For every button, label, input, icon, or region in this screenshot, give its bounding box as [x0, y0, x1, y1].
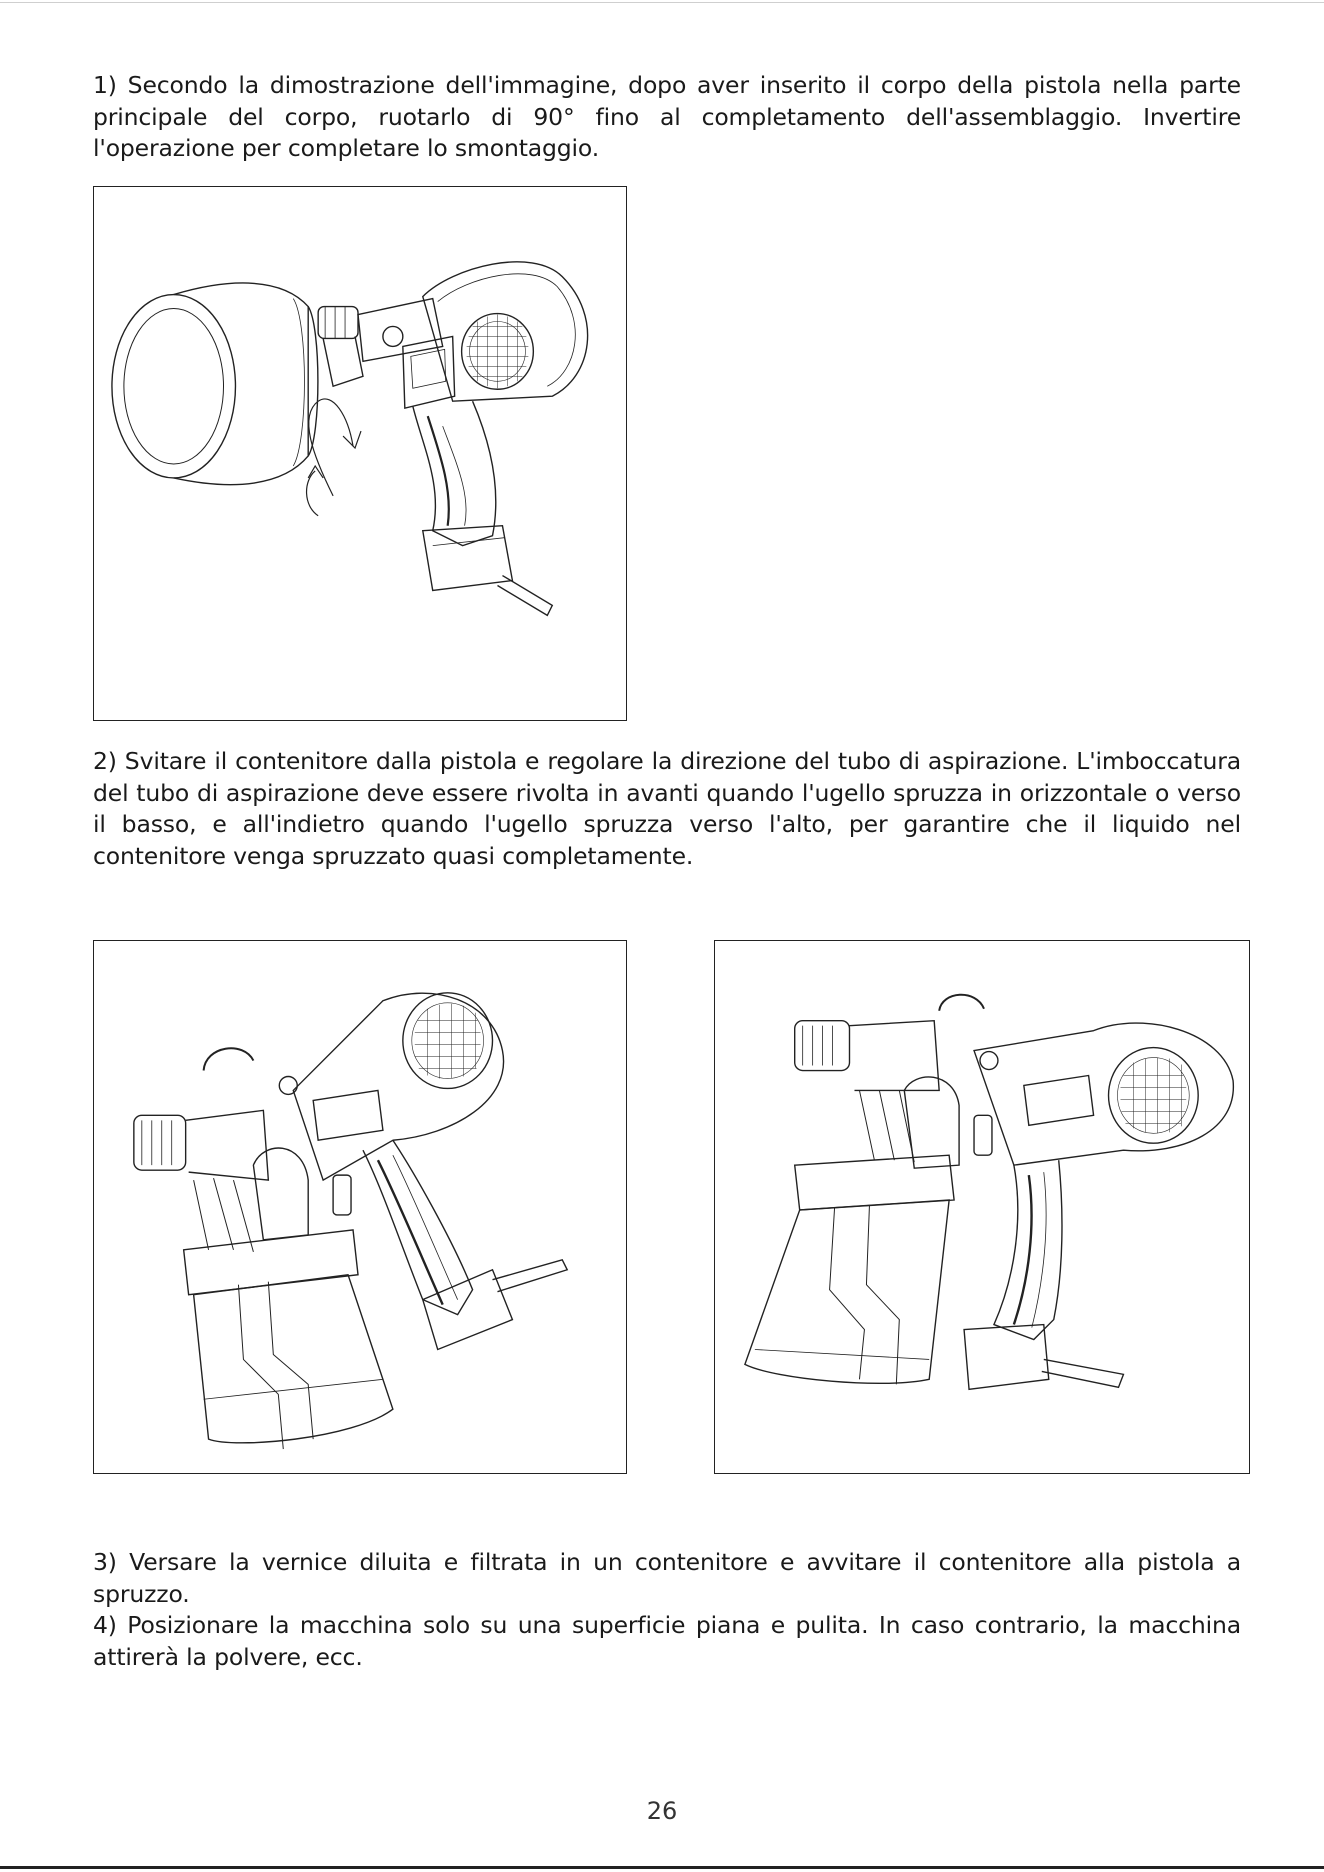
page-top-rule: [0, 2, 1324, 3]
spray-gun-drawing-right: [715, 941, 1249, 1473]
instruction-step-1: 1) Secondo la dimostrazione dell'immagine, dopo aver inserito il corpo della pistola nella parte principale del corpo, ruotarlo di 90° fino al completamento dell'assemblaggio. Invertire l'operazione per completare lo smontaggio.: [93, 71, 1241, 162]
spray-gun-assembly-drawing: [94, 187, 626, 720]
instruction-step-4: 4) Posizionare la macchina solo su una superficie piana e pulita. In caso contrario, la macchina attirerà la polvere, ecc.: [93, 1611, 1241, 1671]
instruction-step-2: 2) Svitare il contenitore dalla pistola e regolare la direzione del tubo di aspirazione. L'imboccatura del tubo di aspirazione deve essere rivolta in avanti quando l'ugello spruzza in orizzontale o verso il basso, e all'indietro quando l'ugello spruzza verso l'alto, per garantire che il liquido nel contenitore venga spruzzato quasi completamente.: [93, 747, 1241, 870]
figure-assembly-rotation: [93, 186, 627, 721]
instruction-step-3: 3) Versare la vernice diluita e filtrata in un contenitore e avvitare il contenitore alla pistola a spruzzo.: [93, 1548, 1241, 1608]
figure-suction-tube-backward: [714, 940, 1250, 1474]
figure-suction-tube-forward: [93, 940, 627, 1474]
page-bottom-rule: [0, 1866, 1324, 1869]
spray-gun-drawing-left: [94, 941, 626, 1473]
page-number: 26: [646, 1797, 678, 1825]
